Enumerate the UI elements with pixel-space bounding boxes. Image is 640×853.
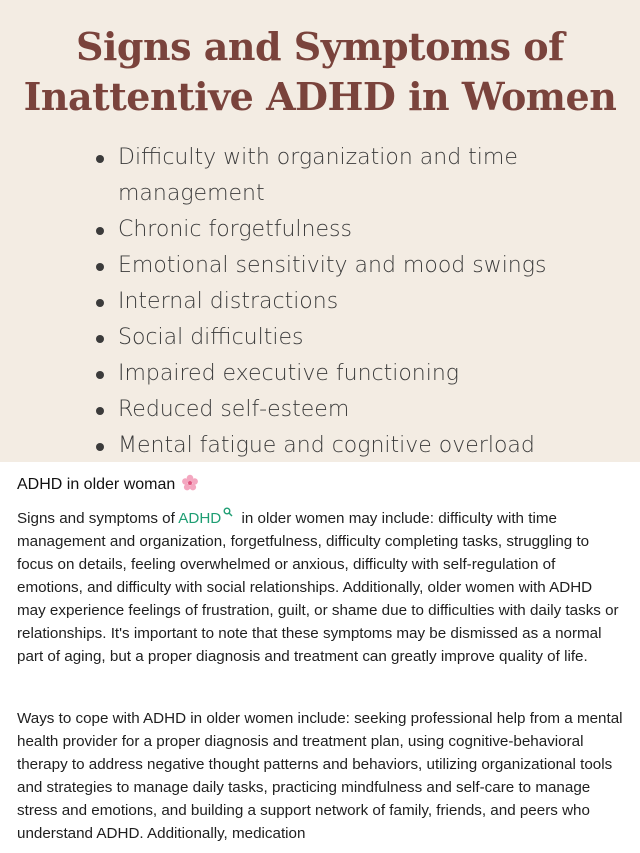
article-heading-text: ADHD in older woman (17, 476, 176, 493)
p1-text-after: in older women may include: difficulty with time management and organization, forgetfulness, difficulty completing tasks, struggling to focus on details, feeling overwhelmed or anxious, difficulty with self-regulation of emotions, and difficulty with social relationships. Additionally, older women with ADHD may experience feelings of frustration, guilt, or shame due to difficulties with daily tasks or relationships. It's important to note that these symptoms may be dismissed as a normal part of aging, but a proper diagnosis and treatment can greatly improve quality of life. (17, 510, 619, 665)
article-body (0, 462, 640, 853)
symptom-item: Social difficulties (96, 320, 616, 356)
adhd-link[interactable]: ADHD (178, 510, 222, 527)
search-icon[interactable] (223, 507, 233, 517)
symptom-item: Reduced self-esteem (96, 392, 616, 428)
symptom-list (96, 140, 616, 462)
coping-paragraph: Ways to cope with ADHD in older women include: seeking professional help from a mental health provider for a proper diagnosis and treatment plan, using cognitive-behavioral therapy to address negative thought patterns and behaviors, utilizing organizational tools and strategies to manage daily tasks, practicing mindfulness and self-care to manage stress and emotions, and building a support network of family, friends, and peers who understand ADHD. Additionally, medication (17, 710, 623, 842)
article-heading (17, 474, 199, 494)
cherry-blossom-icon (181, 474, 199, 492)
p1-text-before: Signs and symptoms of (17, 510, 179, 527)
symptom-item: Mental fatigue and cognitive overload (96, 428, 616, 462)
infographic-title-line1: Signs and Symptoms of (76, 24, 564, 69)
symptom-item: Emotional sensitivity and mood swings (96, 248, 616, 284)
symptom-item: Internal distractions (96, 284, 616, 320)
infographic-title-line2: Inattentive ADHD in Women (23, 74, 617, 119)
symptom-item: Impaired executive functioning (96, 356, 616, 392)
symptoms-paragraph (17, 507, 623, 668)
symptom-item: Difficulty with organization and time management (96, 140, 616, 212)
symptom-item: Chronic forgetfulness (96, 212, 616, 248)
